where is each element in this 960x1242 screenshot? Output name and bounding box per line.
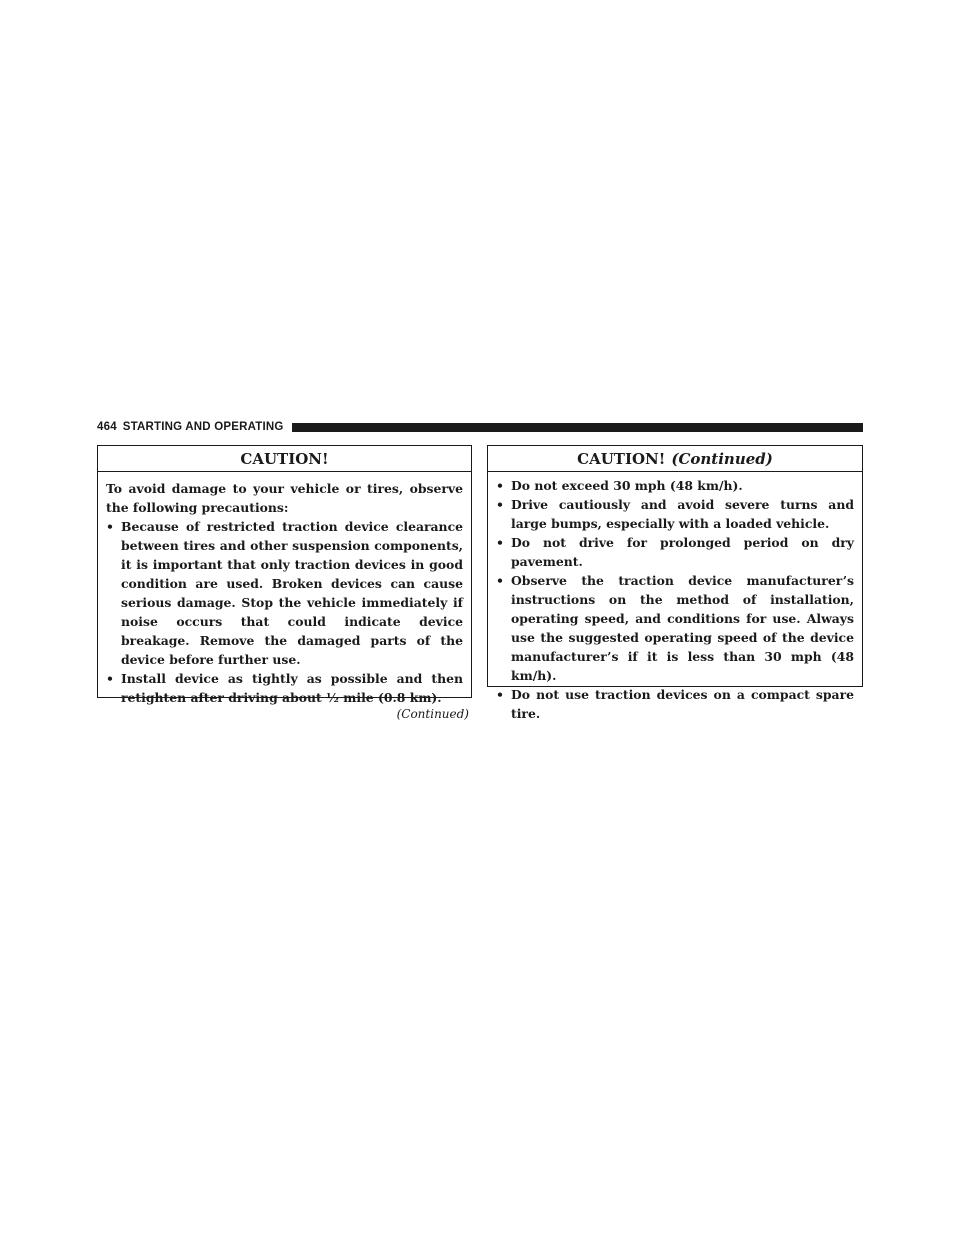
- section-title: STARTING AND OPERATING: [122, 421, 284, 433]
- page-number: 464: [97, 421, 117, 433]
- bullet-icon: •: [106, 671, 114, 686]
- bullet-icon: •: [496, 535, 504, 550]
- caution-title-left: [98, 446, 471, 472]
- page-header: [97, 420, 863, 434]
- caution-body-left: [98, 472, 471, 707]
- header-rule: [292, 423, 863, 432]
- bullet-icon: •: [496, 478, 504, 493]
- bullet-icon: •: [496, 573, 504, 588]
- caution-title-suffix: (Continued): [671, 450, 773, 468]
- continued-note: (Continued): [396, 707, 469, 721]
- caution-intro: To avoid damage to your vehicle or tires, observe the following precautions:: [106, 481, 463, 515]
- list-item: • Install device as tightly as possible and then retighten after driving about ½ mile (0.8 km).: [106, 671, 463, 705]
- caution-list-left: [106, 517, 463, 707]
- list-item: • Observe the traction device manufacturer’s instructions on the method of installation, operating speed, and conditions for use. Always use the suggested operating speed of the device manufacturer’s if it is less than 30 mph (48 km/h).: [496, 573, 854, 683]
- caution-body-right: [488, 472, 862, 723]
- caution-box-right: [487, 445, 863, 721]
- bullet-icon: •: [106, 519, 114, 534]
- list-item: • Because of restricted traction device clearance between tires and other suspension components, it is important that only traction devices in good condition are used. Broken devices can cause serious damage. Stop the vehicle immediately if noise occurs that could indicate device breakage. Remove the damaged parts of the device before further use.: [106, 519, 463, 667]
- caution-title-right: [488, 446, 862, 472]
- list-item: • Drive cautiously and avoid severe turns and large bumps, especially with a loaded vehicle.: [496, 497, 854, 531]
- list-item: • Do not exceed 30 mph (48 km/h).: [496, 478, 743, 493]
- caution-title-text: CAUTION!: [240, 450, 329, 468]
- list-item: • Do not use traction devices on a compact spare tire.: [496, 687, 854, 721]
- caution-title-text: CAUTION!: [577, 450, 666, 468]
- list-item: • Do not drive for prolonged period on dry pavement.: [496, 535, 854, 569]
- caution-list-right: [496, 476, 854, 723]
- caution-box-left: [97, 445, 472, 705]
- bullet-icon: •: [496, 687, 504, 702]
- bullet-icon: •: [496, 497, 504, 512]
